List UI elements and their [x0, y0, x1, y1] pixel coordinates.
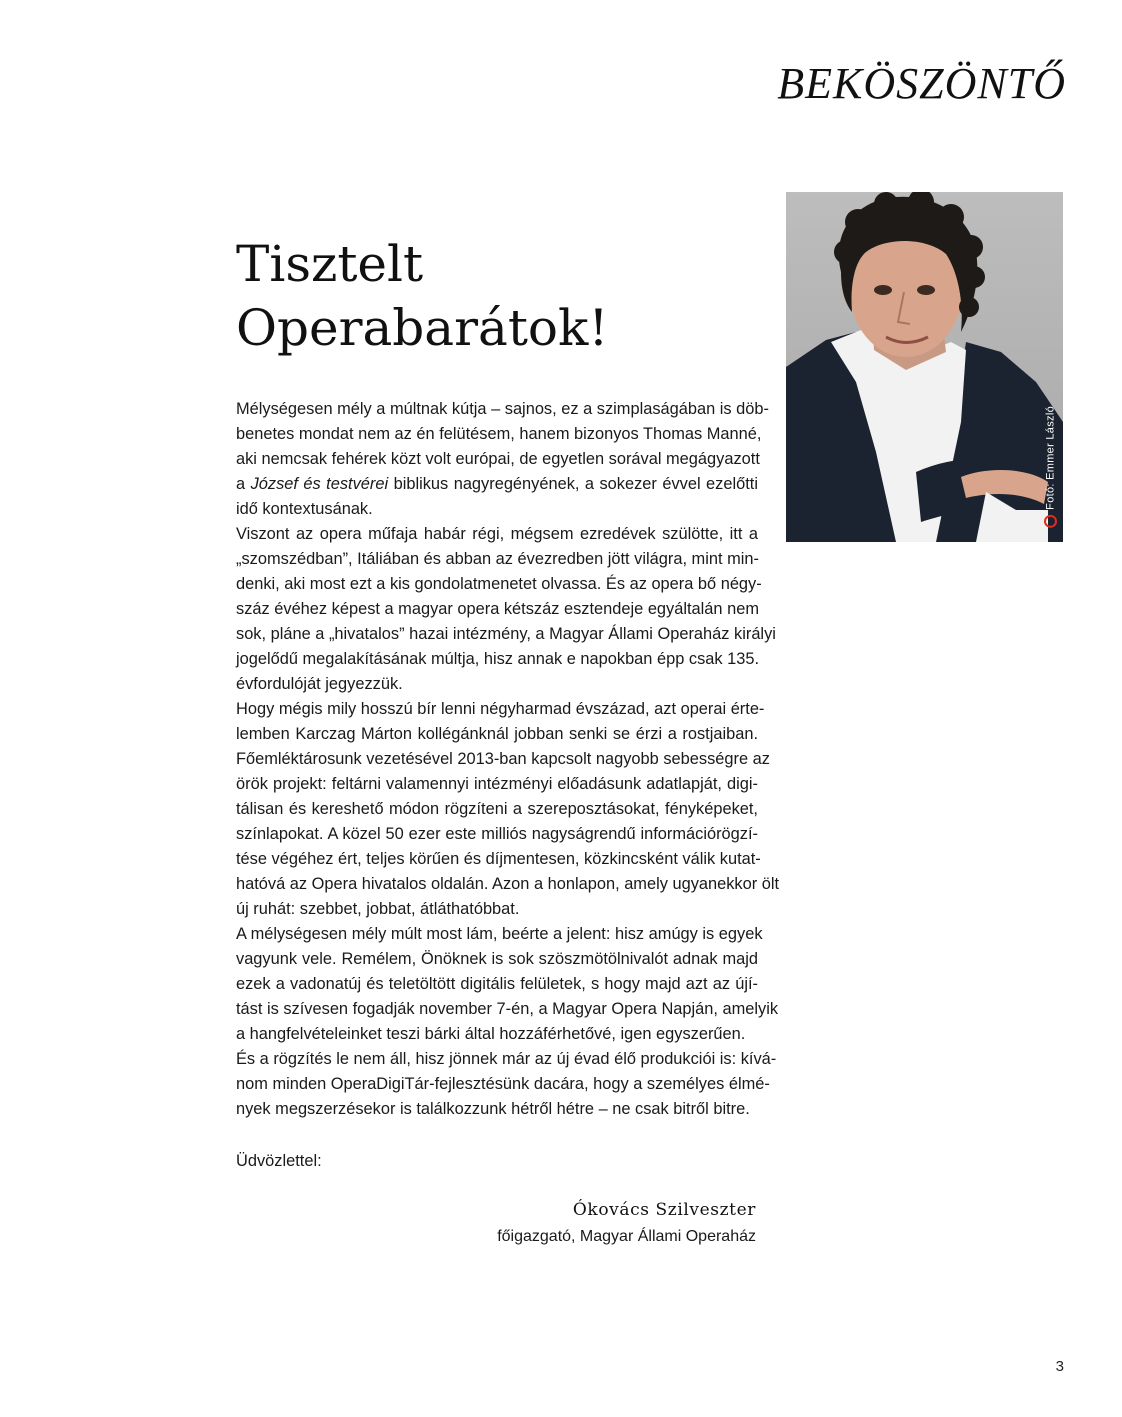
text-line: idő kontextusának. — [236, 500, 373, 518]
text-line: Mélységesen mély a múltnak kútja – sajnos, ez a szimplaságában is döb- — [236, 400, 769, 418]
text-line: vagyunk vele. Remélem, Önöknek is sok szöszmötölnivalót adnak majd — [236, 950, 758, 968]
text-fragment: a — [236, 475, 251, 493]
section-label: BEKÖSZÖNTŐ — [777, 59, 1066, 108]
text-line: Főemléktárosunk vezetésével 2013-ban kapcsolt nagyobb sebességre az — [236, 750, 770, 768]
text-line: új ruhát: szebbet, jobbat, átláthatóbbat. — [236, 900, 520, 918]
text-line: örök projekt: feltárni valamennyi intézményi előadásunk adatlapját, digi- — [236, 775, 758, 793]
portrait-photo — [786, 192, 1063, 542]
article-body — [236, 397, 780, 1122]
text-line: tése végéhez ért, teljes körűen és díjmentesen, közkincsként válik kutat- — [236, 850, 761, 868]
text-line: A mélységesen mély múlt most lám, beérte a jelent: hisz amúgy is egyek — [236, 925, 763, 943]
paragraph-1 — [236, 397, 769, 522]
paragraph-5 — [236, 1047, 777, 1122]
text-line: évfordulóját jegyezzük. — [236, 675, 403, 693]
text-line: száz évéhez képest a magyar opera kétszáz esztendeje egyáltalán nem — [236, 600, 759, 618]
page-title-line-2: Operabarátok! — [236, 299, 609, 357]
text-line: És a rögzítés le nem áll, hisz jönnek már az új évad élő produkciói is: kívá- — [236, 1050, 777, 1068]
paragraph-3 — [236, 697, 780, 922]
text-line: tást is szívesen fogadják november 7-én, a Magyar Opera Napján, amelyik — [236, 1000, 779, 1018]
text-line: színlapokat. A közel 50 ezer este milliós nagyságrendű információrögzí- — [236, 825, 758, 843]
page-title — [236, 232, 756, 360]
text-line: a hangfelvételeinket teszi bárki által hozzáférhetővé, igen egyszerűen. — [236, 1025, 746, 1043]
text-line — [236, 472, 758, 497]
page-number: 3 — [1055, 1358, 1064, 1375]
text-line: lemben Karczag Márton kollégánknál jobban senki se érzi a rostjaiban. — [236, 725, 758, 743]
text-line: nom minden OperaDigiTár-fejlesztésünk dacára, hogy a személyes élmé- — [236, 1075, 770, 1093]
photo-credit-text: Fotó: Emmer László — [1044, 406, 1057, 510]
paragraph-4 — [236, 922, 779, 1047]
text-line: hatóvá az Opera hivatalos oldalán. Azon a honlapon, amely ugyanekkor ölt — [236, 875, 780, 893]
text-line: Viszont az opera műfaja habár régi, mégsem ezredévek szülötte, itt a — [236, 525, 758, 543]
text-line: aki nemcsak fehérek közt volt európai, de egyetlen sorával megágyazott — [236, 450, 760, 468]
text-line: benetes mondat nem az én felütésem, hanem bizonyos Thomas Manné, — [236, 425, 762, 443]
text-line: jogelődű megalakításának múltja, hisz annak e napokban épp csak 135. — [236, 650, 760, 668]
signature-role: főigazgató, Magyar Állami Operaház — [497, 1228, 756, 1245]
book-title: József és testvérei — [250, 475, 389, 493]
signature-block — [497, 1196, 756, 1250]
credit-circle-icon — [1044, 515, 1057, 528]
signature-name: Ókovács Szilveszter — [572, 1200, 756, 1220]
text-line: Hogy mégis mily hosszú bír lenni négyharmad évszázad, azt operai érte- — [236, 700, 765, 718]
photo-credit — [1044, 406, 1057, 528]
text-line: ezek a vadonatúj és teletöltött digitális felületek, s hogy majd azt az újí- — [236, 975, 758, 993]
text-line: sok, pláne a „hivatalos” hazai intézmény, a Magyar Állami Operaház királyi — [236, 625, 776, 643]
paragraph-2 — [236, 522, 776, 697]
text-line: „szomszédban”, Itáliában és abban az évezredben jött világra, mint min- — [236, 550, 759, 568]
greeting: Üdvözlettel: — [236, 1152, 322, 1170]
page-title-line-1: Tisztelt — [236, 235, 424, 293]
text-line: tálisan és kereshető módon rögzíteni a szereposztásokat, fényképeket, — [236, 800, 758, 818]
text-fragment: biblikus nagyregényének, a sokezer évvel ezelőtti — [388, 475, 758, 493]
text-line: denki, aki most ezt a kis gondolatmenetet olvassa. És az opera bő négy- — [236, 575, 762, 593]
portrait-illustration — [786, 192, 1063, 542]
text-line: nyek megszerzésekor is találkozzunk hétről hétre – ne csak bitről bitre. — [236, 1100, 750, 1118]
